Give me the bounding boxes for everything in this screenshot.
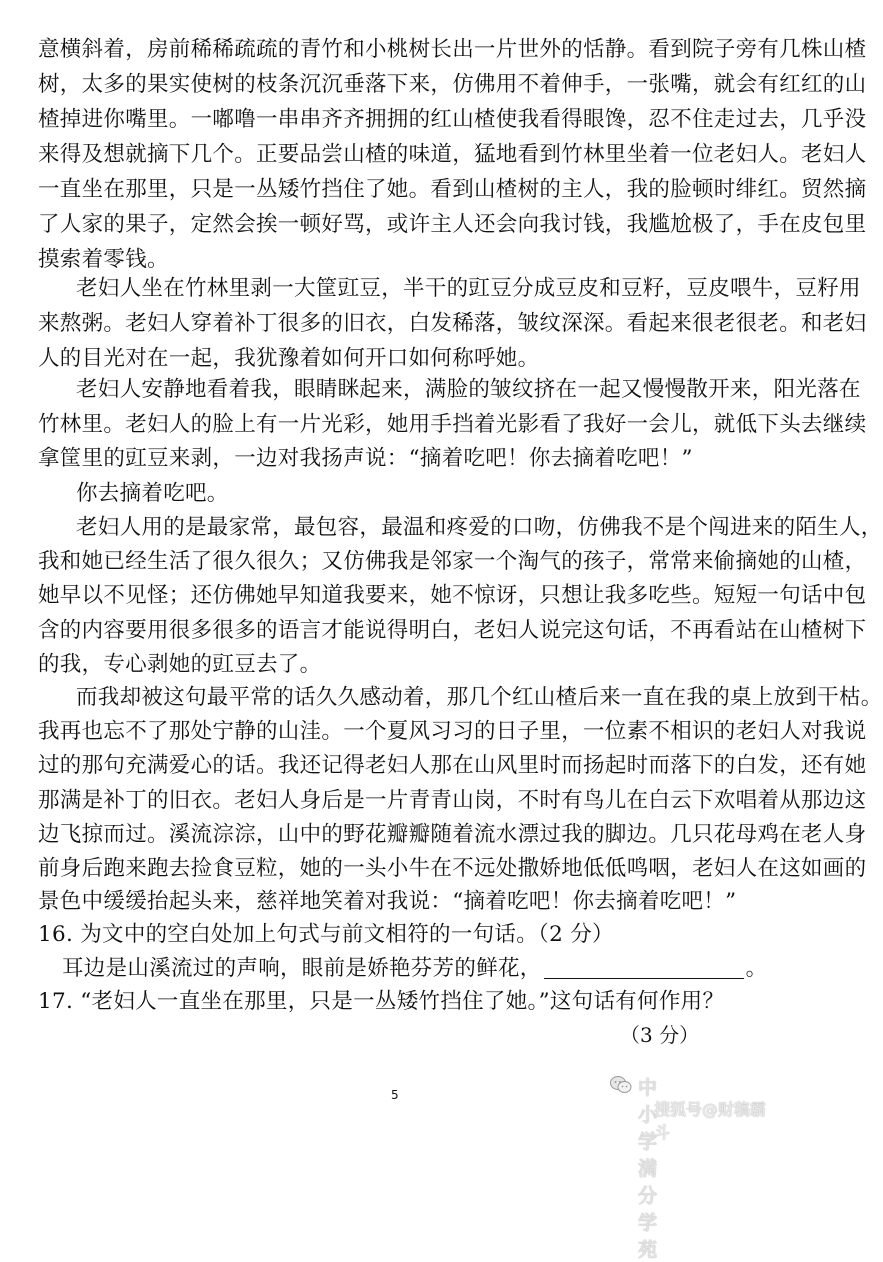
text-line: 那满是补丁的旧衣。老妇人身后是一片青青山岗，不时有鸟儿在白云下欢唱着从那边这 <box>38 788 867 813</box>
text-line: 一直坐在那里，只是一丛矮竹挡住了她。看到山楂树的主人，我的脸顿时绯红。贸然摘 <box>38 177 867 202</box>
watermark-line-2: 搜狐号@财稿霸斗 <box>654 1100 767 1142</box>
text-line: 摸索着零钱。 <box>38 247 169 272</box>
text-line: 树，太多的果实使树的枝条沉沉垂落下来，仿佛用不着伸手，一张嘴，就会有红红的山 <box>38 72 867 97</box>
question-17: 17. “老妇人一直坐在那里，只是一丛矮竹挡住了她。”这句话有何作用？ <box>38 989 725 1014</box>
answer-prefix: 耳边是山溪流过的声响，眼前是娇艳芬芳的鲜花， <box>62 956 542 981</box>
text-line: 来得及想就摘下几个。正要品尝山楂的味道，猛地看到竹林里坐着一位老妇人。老妇人 <box>38 142 867 167</box>
text-line: 你去摘着吃吧。 <box>76 481 229 506</box>
question-17-score: （3 分） <box>620 1023 700 1047</box>
answer-suffix: 。 <box>745 956 768 981</box>
answer-blank[interactable] <box>544 956 744 979</box>
text-line: 景色中缓缓抬起头来，慈祥地笑着对我说：“摘着吃吧！你去摘着吃吧！” <box>38 889 737 914</box>
text-line: 的我，专心剥她的豇豆去了。 <box>38 652 322 677</box>
text-line: 老妇人坐在竹林里剥一大筐豇豆，半干的豇豆分成豆皮和豆籽，豆皮喂牛，豆籽用 <box>76 276 861 301</box>
wechat-icon <box>610 1075 632 1095</box>
text-line: 老妇人用的是最家常，最包容，最温和疼爱的口吻，仿佛我不是个闯进来的陌生人， <box>76 515 883 540</box>
text-line: 竹林里。老妇人的脸上有一片光彩，她用手挡着光影看了我好一会儿，就低下头去继续 <box>38 412 867 437</box>
question-16: 16. 为文中的空白处加上句式与前文相符的一句话。（2 分） <box>38 922 614 947</box>
text-line: 我再也忘不了那处宁静的山洼。一个夏风习习的日子里，一位素不相识的老妇人对我说 <box>38 719 867 744</box>
text-line: 拿筐里的豇豆来剥，一边对我扬声说：“摘着吃吧！你去摘着吃吧！” <box>38 446 693 471</box>
text-line: 而我却被这句最平常的话久久感动着，那几个红山楂后来一直在我的桌上放到干枯。 <box>76 685 883 710</box>
page-number: 5 <box>391 1088 399 1102</box>
text-line: 前身后跑来跑去捡食豆粒，她的一头小牛在不远处撒娇地低低鸣咽，老妇人在这如画的 <box>38 856 867 881</box>
text-line: 人的目光对在一起，我犹豫着如何开口如何称呼她。 <box>38 346 540 371</box>
text-line: 意横斜着，房前稀稀疏疏的青竹和小桃树长出一片世外的恬静。看到院子旁有几株山楂 <box>38 37 867 62</box>
text-line: 楂掉进你嘴里。一嘟噜一串串齐齐拥拥的红山楂使我看得眼馋，忍不住走过去，几乎没 <box>38 107 867 132</box>
watermark: 中小学满分学苑 搜狐号@财稿霸斗 <box>610 1073 780 1119</box>
question-16-answer <box>62 952 782 986</box>
text-line: 我和她已经生活了很久很久；又仿佛我是邻家一个淘气的孩子，常常来偷摘她的山楂， <box>38 549 867 574</box>
text-line: 含的内容要用很多很多的语言才能说得明白，老妇人说完这句话，不再看站在山楂树下 <box>38 618 867 643</box>
text-line: 来熬粥。老妇人穿着补丁很多的旧衣，白发稀落，皱纹深深。看起来很老很老。和老妇 <box>38 311 867 336</box>
text-line: 她早以不见怪；还仿佛她早知道我要来，她不惊讶，只想让我多吃些。短短一句话中包 <box>38 583 867 608</box>
text-line: 边飞掠而过。溪流淙淙，山中的野花瓣瓣随着流水漂过我的脚边。几只花母鸡在老人身 <box>38 822 867 847</box>
text-line: 过的那句充满爱心的话。我还记得老妇人那在山风里时而扬起时而落下的白发，还有她 <box>38 753 867 778</box>
text-line: 老妇人安静地看着我，眼睛眯起来，满脸的皱纹挤在一起又慢慢散开来，阳光落在 <box>76 377 861 402</box>
text-line: 了人家的果子，定然会挨一顿好骂，或许主人还会向我讨钱，我尴尬极了，手在皮包里 <box>38 212 867 237</box>
